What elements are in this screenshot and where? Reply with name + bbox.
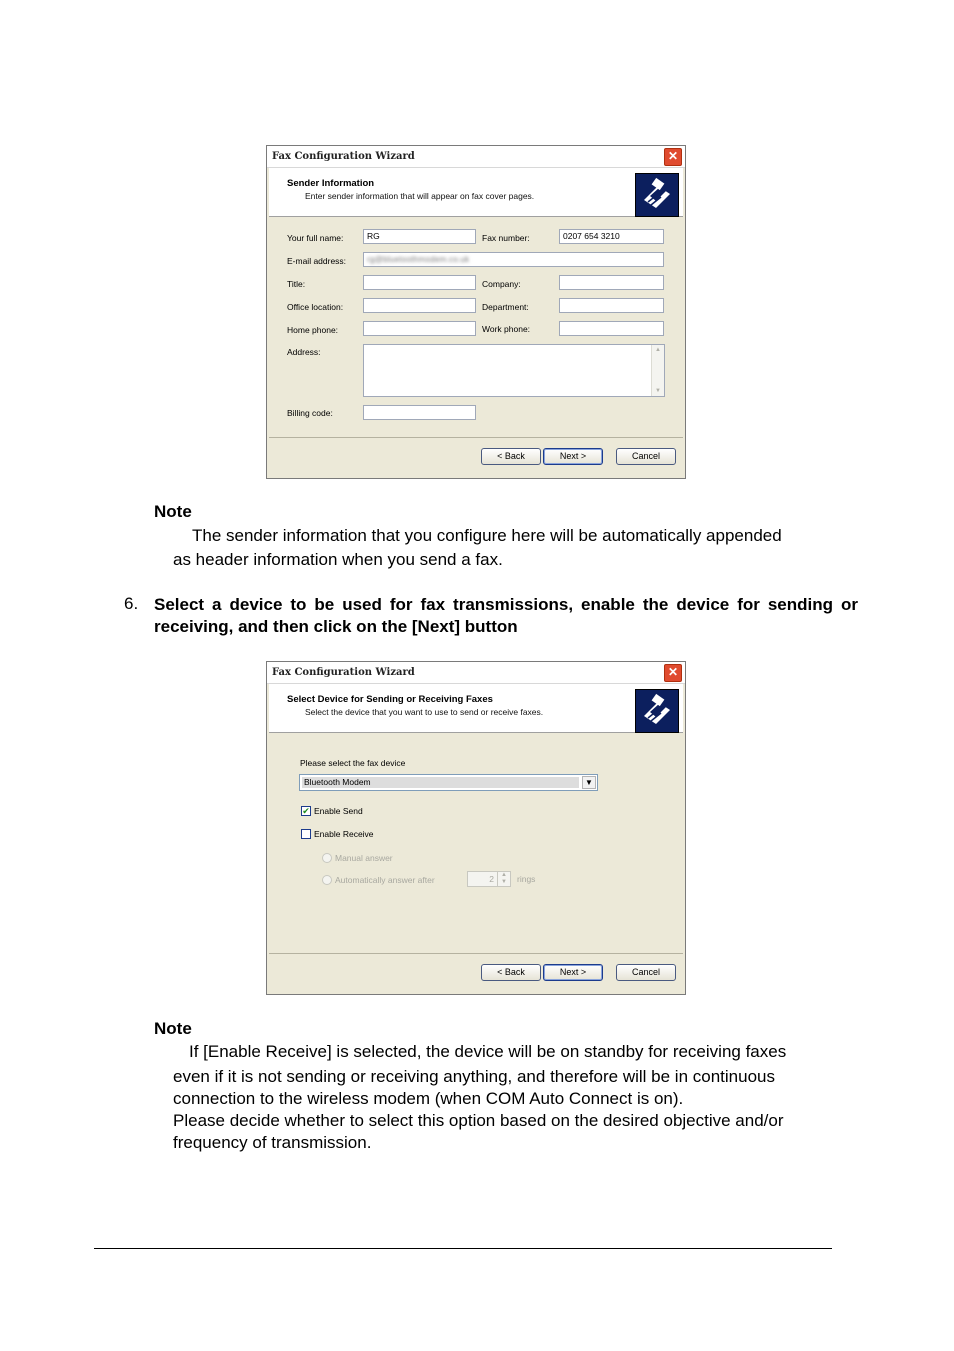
fax-device-select[interactable] bbox=[299, 774, 598, 791]
note-line: The sender information that you configure here will be automatically appended bbox=[192, 526, 782, 545]
company-label: Company: bbox=[482, 279, 521, 289]
note-line: even if it is not sending or receiving anything, and therefore will be in continuous bbox=[173, 1067, 775, 1086]
note-line: If [Enable Receive] is selected, the device will be on standby for receiving faxes bbox=[189, 1042, 787, 1061]
work-phone-input[interactable] bbox=[559, 321, 664, 336]
fax-device-value: Bluetooth Modem bbox=[302, 777, 579, 788]
dialog-header bbox=[269, 168, 683, 217]
office-location-label: Office location: bbox=[287, 302, 344, 312]
dialog-header bbox=[269, 684, 683, 733]
header-subtitle: Select the device that you want to use to send or receive faxes. bbox=[305, 707, 544, 717]
title-input[interactable] bbox=[363, 275, 476, 290]
auto-answer-label: Automatically answer after bbox=[335, 875, 435, 885]
manual-answer-label: Manual answer bbox=[335, 853, 393, 863]
rings-spinner[interactable] bbox=[467, 871, 511, 887]
spinner-arrows-icon[interactable]: ▲ ▼ bbox=[497, 872, 510, 886]
close-icon[interactable]: ✕ bbox=[664, 664, 682, 682]
note-heading: Note bbox=[154, 1019, 192, 1038]
dialog-footer bbox=[269, 437, 683, 478]
device-select-label: Please select the fax device bbox=[300, 758, 406, 768]
title-label: Title: bbox=[287, 279, 306, 289]
back-button[interactable]: < Back bbox=[481, 448, 541, 465]
billing-code-input[interactable] bbox=[363, 405, 476, 420]
office-location-input[interactable] bbox=[363, 298, 476, 313]
chevron-down-icon[interactable]: ▼ bbox=[582, 776, 596, 789]
department-label: Department: bbox=[482, 302, 529, 312]
note-line: frequency of transmission. bbox=[173, 1133, 372, 1152]
note-heading: Note bbox=[154, 502, 192, 521]
device-form bbox=[269, 734, 683, 954]
dialog-title: Fax Configuration Wizard bbox=[272, 151, 415, 162]
dialog-title-bar bbox=[267, 662, 685, 684]
full-name-input[interactable]: RG bbox=[363, 229, 476, 244]
enable-receive-checkbox[interactable] bbox=[301, 829, 311, 839]
work-phone-label: Work phone: bbox=[482, 324, 531, 334]
billing-code-label: Billing code: bbox=[287, 408, 333, 418]
back-button[interactable]: < Back bbox=[481, 964, 541, 981]
company-input[interactable] bbox=[559, 275, 664, 290]
sender-form bbox=[269, 218, 683, 438]
manual-answer-radio[interactable] bbox=[322, 853, 332, 863]
rings-value: 2 bbox=[489, 874, 494, 884]
cancel-button[interactable]: Cancel bbox=[616, 964, 676, 981]
header-title: Select Device for Sending or Receiving Faxes bbox=[287, 694, 493, 705]
next-button[interactable]: Next > bbox=[543, 448, 603, 465]
scroll-up-icon[interactable]: ▲ bbox=[655, 347, 661, 353]
auto-answer-radio[interactable] bbox=[322, 875, 332, 885]
department-input[interactable] bbox=[559, 298, 664, 313]
home-phone-input[interactable] bbox=[363, 321, 476, 336]
enable-receive-label[interactable]: Enable Receive bbox=[314, 829, 374, 839]
sender-information-dialog bbox=[266, 145, 686, 479]
next-button[interactable]: Next > bbox=[543, 964, 603, 981]
close-icon[interactable]: ✕ bbox=[664, 148, 682, 166]
scroll-down-icon[interactable]: ▼ bbox=[655, 388, 661, 394]
full-name-label: Your full name: bbox=[287, 233, 344, 243]
select-device-dialog bbox=[266, 661, 686, 995]
header-title: Sender Information bbox=[287, 178, 375, 189]
dialog-title-bar bbox=[267, 146, 685, 168]
fax-number-label: Fax number: bbox=[482, 233, 530, 243]
enable-send-checkbox[interactable]: ✔ bbox=[302, 806, 310, 816]
note-line: connection to the wireless modem (when COM Auto Connect is on). bbox=[173, 1089, 684, 1108]
email-value-blurred: rg@bluetoothmodem.co.uk bbox=[367, 254, 470, 264]
dialog-title: Fax Configuration Wizard bbox=[272, 667, 415, 678]
fax-machine-icon bbox=[635, 689, 679, 733]
cancel-button[interactable]: Cancel bbox=[616, 448, 676, 465]
fax-number-input[interactable]: 0207 654 3210 bbox=[559, 229, 664, 244]
step-instruction: Select a device to be used for fax transmissions, enable the device for sending or receiving, and then click on the [Next] button bbox=[154, 595, 858, 636]
email-input[interactable] bbox=[363, 252, 664, 267]
note-line: as header information when you send a fax. bbox=[173, 550, 503, 569]
home-phone-label: Home phone: bbox=[287, 325, 339, 335]
header-subtitle: Enter sender information that will appear on fax cover pages. bbox=[305, 191, 535, 201]
enable-send-label[interactable]: Enable Send bbox=[314, 806, 363, 816]
fax-machine-icon bbox=[635, 173, 679, 217]
step-number: 6. bbox=[124, 594, 139, 613]
note-line: Please decide whether to select this option based on the desired objective and/or bbox=[173, 1111, 784, 1130]
footer-rule bbox=[94, 1248, 832, 1249]
email-label: E-mail address: bbox=[287, 256, 347, 266]
address-label: Address: bbox=[287, 347, 321, 357]
address-textarea[interactable] bbox=[363, 344, 665, 397]
address-scrollbar[interactable] bbox=[651, 345, 664, 396]
rings-label: rings bbox=[517, 874, 536, 884]
dialog-footer bbox=[269, 953, 683, 994]
